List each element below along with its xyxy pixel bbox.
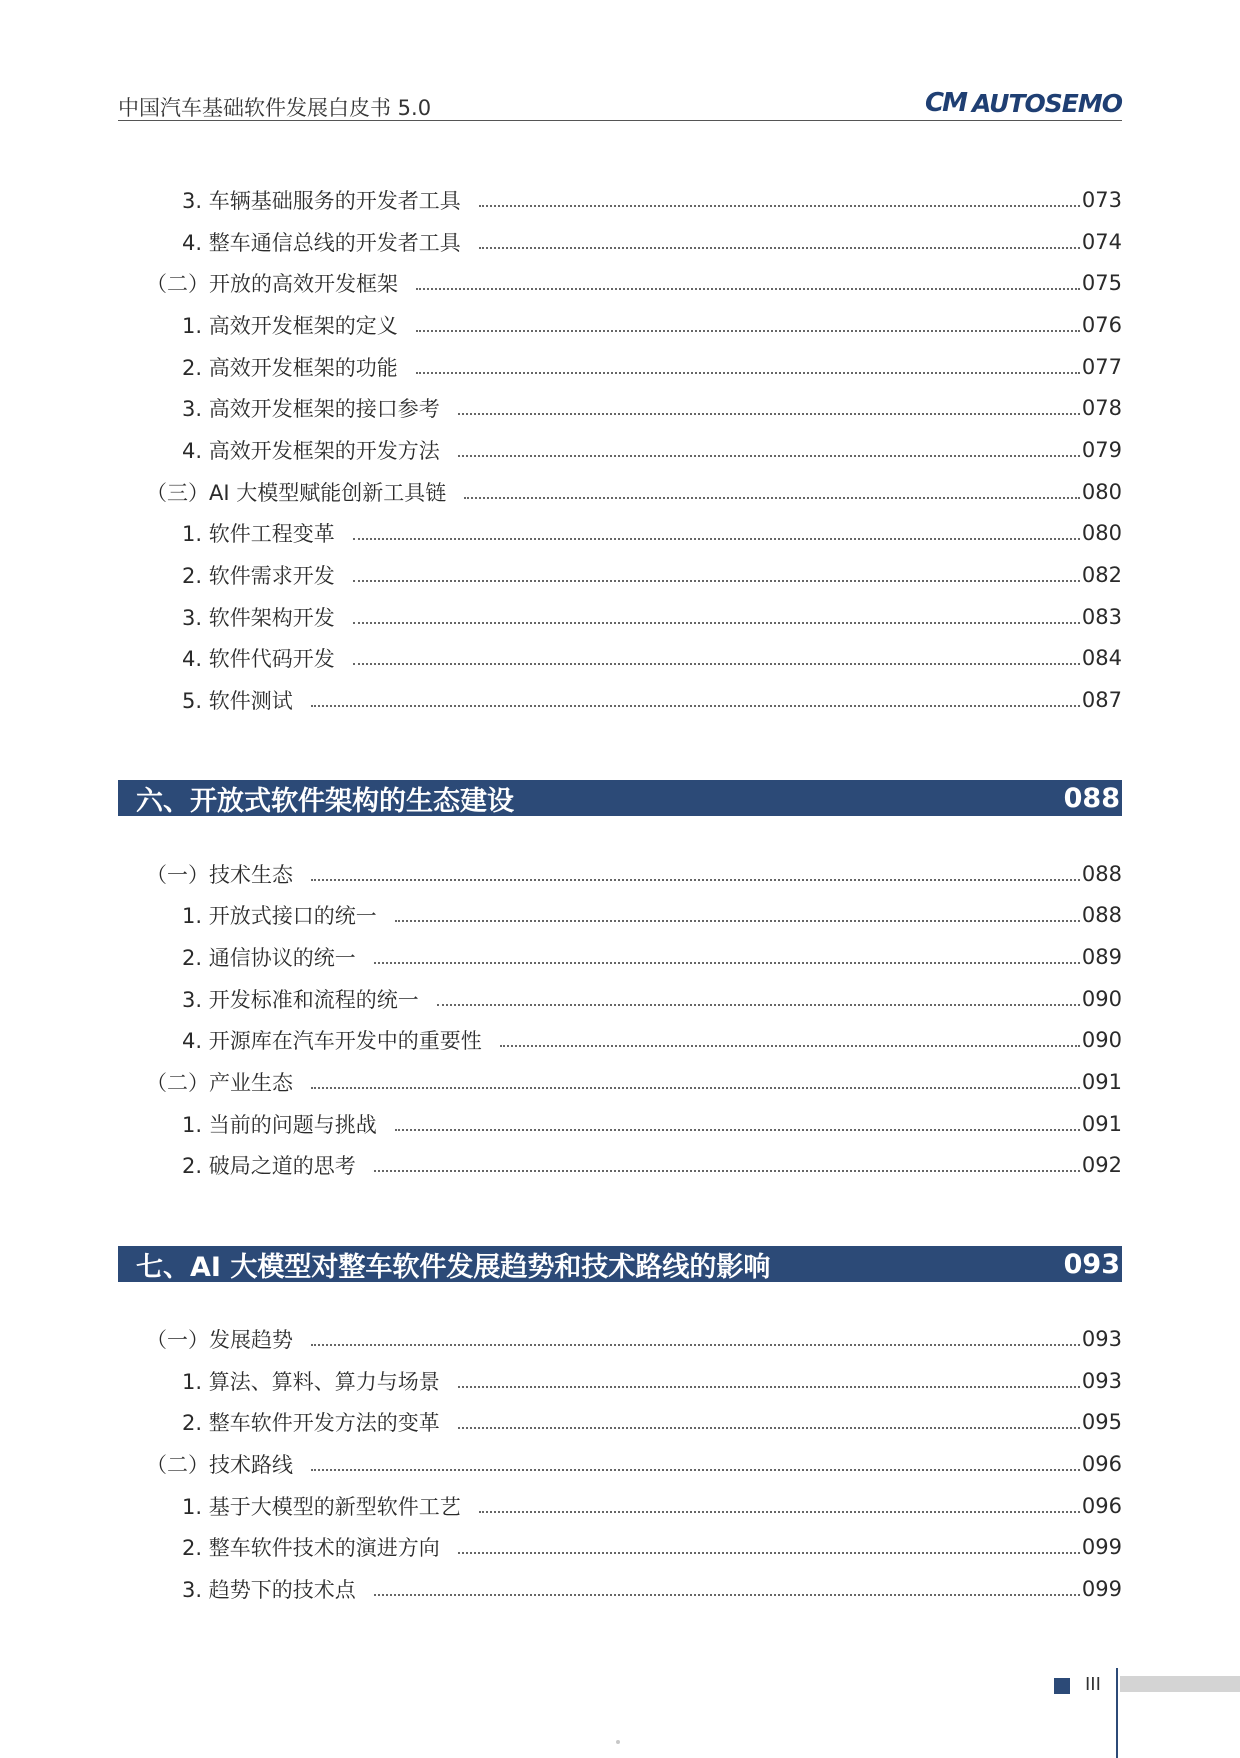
dot-leader xyxy=(311,1469,1080,1471)
dot-leader xyxy=(311,879,1080,881)
toc-entry-page: 088 xyxy=(1081,862,1122,886)
toc-entry[interactable] xyxy=(182,435,1122,465)
dot-leader xyxy=(500,1045,1080,1047)
section-title: 六、开放式软件架构的生态建设 xyxy=(136,785,514,817)
toc-entry-page: 078 xyxy=(1081,396,1122,420)
toc-entry-page: 080 xyxy=(1081,480,1122,504)
toc-entry[interactable] xyxy=(182,1366,1122,1396)
toc-entry-label: 2. 通信协议的统一 xyxy=(182,946,356,970)
toc-entry-label: 1. 当前的问题与挑战 xyxy=(182,1113,377,1137)
toc-entry[interactable] xyxy=(182,900,1122,930)
toc-entry-page: 082 xyxy=(1081,563,1122,587)
toc-entry-page: 089 xyxy=(1081,945,1122,969)
toc-entry-page: 093 xyxy=(1081,1327,1122,1351)
toc-entry-page: 096 xyxy=(1081,1452,1122,1476)
toc-entry[interactable] xyxy=(182,1407,1122,1437)
toc-entry[interactable] xyxy=(182,643,1122,673)
dot-leader xyxy=(464,497,1080,499)
toc-entry[interactable] xyxy=(182,685,1122,715)
toc-entry[interactable] xyxy=(146,1324,1122,1354)
dot-leader xyxy=(311,1344,1080,1346)
toc-entry[interactable] xyxy=(146,1067,1122,1097)
dot-leader xyxy=(374,1594,1080,1596)
toc-entry[interactable] xyxy=(182,1109,1122,1139)
toc-entry-label: （一）技术生态 xyxy=(146,863,293,887)
toc-entry[interactable] xyxy=(146,859,1122,889)
toc-entry-page: 075 xyxy=(1081,271,1122,295)
toc-entry-label: 4. 整车通信总线的开发者工具 xyxy=(182,231,461,255)
toc-entry-label: 1. 基于大模型的新型软件工艺 xyxy=(182,1495,461,1519)
autosemo-logo xyxy=(925,88,1122,118)
toc-entry[interactable] xyxy=(182,602,1122,632)
toc-entry-page: 092 xyxy=(1081,1153,1122,1177)
toc-entry-label: 3. 趋势下的技术点 xyxy=(182,1578,356,1602)
section-heading-7[interactable] xyxy=(118,1246,1122,1282)
toc-entry-label: 2. 整车软件技术的演进方向 xyxy=(182,1536,440,1560)
dot-leader xyxy=(458,1552,1080,1554)
toc-entry-page: 077 xyxy=(1081,355,1122,379)
footer-divider xyxy=(1116,1668,1118,1758)
toc-entry-label: 5. 软件测试 xyxy=(182,689,293,713)
toc-entry-page: 083 xyxy=(1081,605,1122,629)
toc-entry-label: 4. 高效开发框架的开发方法 xyxy=(182,439,440,463)
toc-entry-page: 088 xyxy=(1081,903,1122,927)
dot-leader xyxy=(416,330,1080,332)
toc-entry-label: 4. 软件代码开发 xyxy=(182,647,335,671)
toc-entry-label: （三）AI 大模型赋能创新工具链 xyxy=(146,481,447,505)
toc-entry-page: 087 xyxy=(1081,688,1122,712)
toc-entry[interactable] xyxy=(182,393,1122,423)
dot-leader xyxy=(479,1511,1080,1513)
toc-entry-page: 090 xyxy=(1081,987,1122,1011)
toc-entry-page: 099 xyxy=(1081,1577,1122,1601)
toc-entry-label: 2. 高效开发框架的功能 xyxy=(182,356,398,380)
section-page: 093 xyxy=(1063,1248,1120,1280)
toc-entry[interactable] xyxy=(182,518,1122,548)
toc-entry-label: 2. 软件需求开发 xyxy=(182,564,335,588)
document-title: 中国汽车基础软件发展白皮书 5.0 xyxy=(118,96,432,120)
toc-entry-page: 074 xyxy=(1081,230,1122,254)
dot-leader xyxy=(374,962,1080,964)
toc-entry-label: （一）发展趋势 xyxy=(146,1328,293,1352)
toc-entry[interactable] xyxy=(146,1449,1122,1479)
toc-entry-page: 096 xyxy=(1081,1494,1122,1518)
dot-leader xyxy=(479,247,1080,249)
logo-mark: CM xyxy=(924,88,966,118)
dot-leader xyxy=(437,1004,1080,1006)
toc-entry-page: 076 xyxy=(1081,313,1122,337)
dot-leader xyxy=(395,920,1080,922)
toc-entry-page: 079 xyxy=(1081,438,1122,462)
dot-leader xyxy=(458,1427,1080,1429)
section-page: 088 xyxy=(1063,782,1120,814)
toc-entry[interactable] xyxy=(146,268,1122,298)
toc-entry-label: （二）开放的高效开发框架 xyxy=(146,272,398,296)
toc-entry[interactable] xyxy=(182,1150,1122,1180)
dot-leader xyxy=(311,1087,1080,1089)
dot-leader xyxy=(353,580,1080,582)
toc-entry[interactable] xyxy=(182,227,1122,257)
footer-dot xyxy=(616,1740,620,1744)
dot-leader xyxy=(416,372,1080,374)
toc-entry[interactable] xyxy=(182,310,1122,340)
toc-entry-label: 1. 算法、算料、算力与场景 xyxy=(182,1370,440,1394)
toc-entry-page: 091 xyxy=(1081,1070,1122,1094)
toc-entry[interactable] xyxy=(182,185,1122,215)
dot-leader xyxy=(395,1129,1080,1131)
toc-entry-page: 080 xyxy=(1081,521,1122,545)
dot-leader xyxy=(353,622,1080,624)
toc-entry-page: 090 xyxy=(1081,1028,1122,1052)
footer-square-marker xyxy=(1054,1678,1070,1694)
toc-entry-label: 3. 开发标准和流程的统一 xyxy=(182,988,419,1012)
header-divider xyxy=(118,120,1122,121)
toc-entry-page: 095 xyxy=(1081,1410,1122,1434)
toc-entry-label: 1. 软件工程变革 xyxy=(182,522,335,546)
toc-entry[interactable] xyxy=(182,352,1122,382)
toc-entry-label: 1. 开放式接口的统一 xyxy=(182,904,377,928)
toc-entry-label: 2. 破局之道的思考 xyxy=(182,1154,356,1178)
toc-entry[interactable] xyxy=(182,1025,1122,1055)
toc-entry[interactable] xyxy=(182,1574,1122,1604)
dot-leader xyxy=(416,288,1080,290)
toc-entry[interactable] xyxy=(182,560,1122,590)
toc-entry-label: （二）技术路线 xyxy=(146,1453,293,1477)
dot-leader xyxy=(311,705,1080,707)
dot-leader xyxy=(458,455,1080,457)
toc-entry-page: 084 xyxy=(1081,646,1122,670)
toc-entry[interactable] xyxy=(182,984,1122,1014)
toc-entry-page: 091 xyxy=(1081,1112,1122,1136)
toc-entry-label: 3. 高效开发框架的接口参考 xyxy=(182,397,440,421)
dot-leader xyxy=(353,538,1080,540)
section-title: 七、AI 大模型对整车软件发展趋势和技术路线的影响 xyxy=(136,1251,771,1283)
toc-entry-label: 3. 车辆基础服务的开发者工具 xyxy=(182,189,461,213)
dot-leader xyxy=(479,205,1080,207)
toc-entry[interactable] xyxy=(182,1532,1122,1562)
dot-leader xyxy=(374,1170,1080,1172)
toc-entry-page: 093 xyxy=(1081,1369,1122,1393)
toc-entry-label: 4. 开源库在汽车开发中的重要性 xyxy=(182,1029,482,1053)
toc-entry-page: 073 xyxy=(1081,188,1122,212)
toc-entry-label: （二）产业生态 xyxy=(146,1071,293,1095)
page-header xyxy=(118,88,1122,120)
dot-leader xyxy=(458,1386,1080,1388)
toc-entry[interactable] xyxy=(182,942,1122,972)
page-number: III xyxy=(1085,1674,1101,1695)
section-heading-6[interactable] xyxy=(118,780,1122,816)
toc-entry-label: 2. 整车软件开发方法的变革 xyxy=(182,1411,440,1435)
dot-leader xyxy=(458,413,1080,415)
footer-tab-strip xyxy=(1120,1676,1240,1692)
toc-entry[interactable] xyxy=(182,1491,1122,1521)
toc-entry[interactable] xyxy=(146,477,1122,507)
toc-entry-label: 3. 软件架构开发 xyxy=(182,606,335,630)
dot-leader xyxy=(353,663,1080,665)
toc-entry-label: 1. 高效开发框架的定义 xyxy=(182,314,398,338)
toc-entry-page: 099 xyxy=(1081,1535,1122,1559)
logo-text: AUTOSEMO xyxy=(971,88,1122,118)
